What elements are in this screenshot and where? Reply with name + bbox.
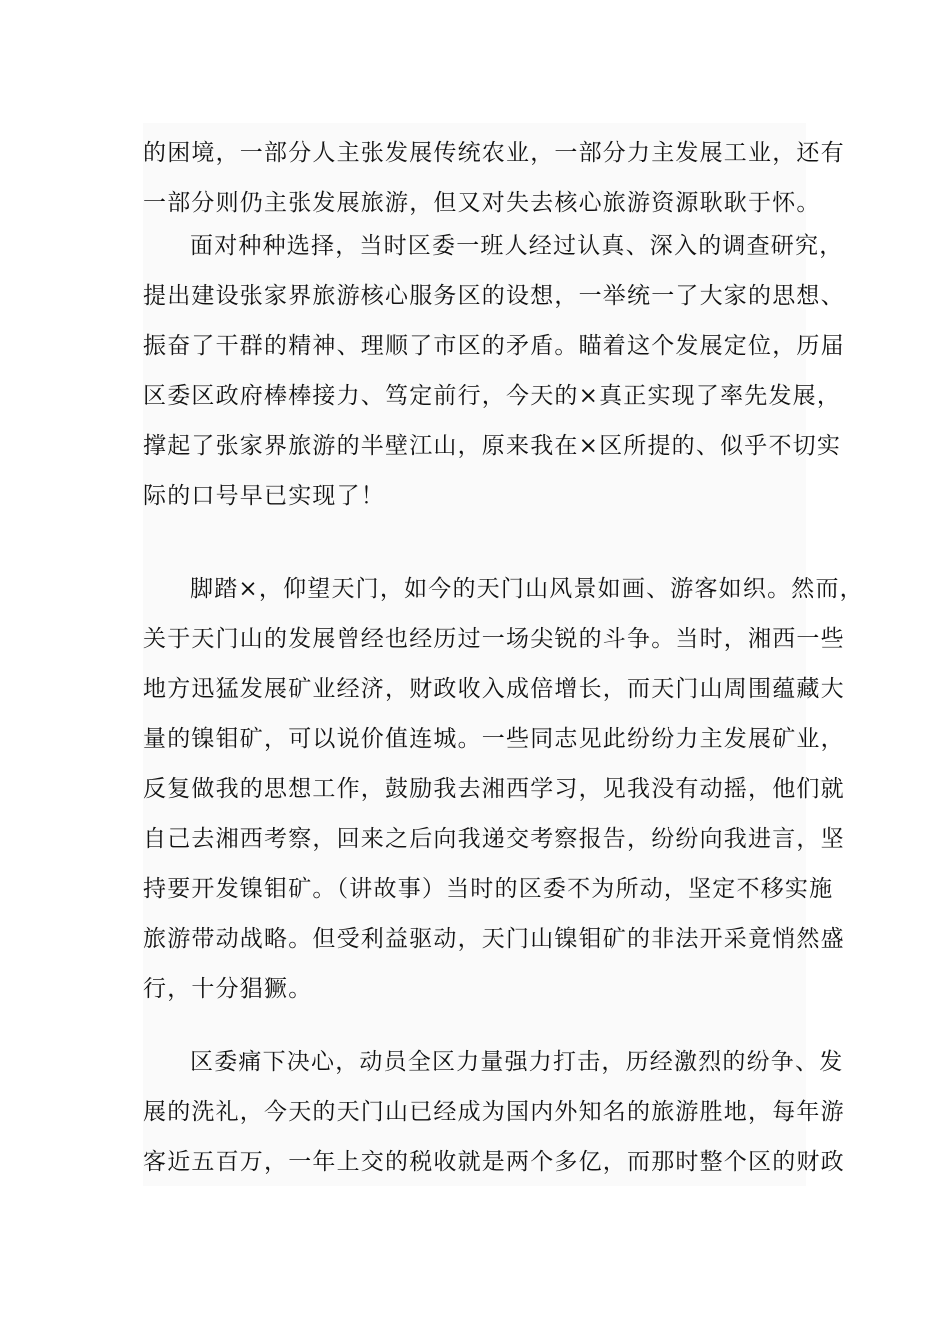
text-line: 区委痛下决心，动员全区力量强力打击，历经激烈的纷争、发: [190, 1049, 844, 1075]
text-line: 提出建设张家界旅游核心服务区的设想，一举统一了大家的思想、: [143, 283, 845, 309]
text-line: 振奋了干群的精神、理顺了市区的矛盾。瞄着这个发展定位，历届: [143, 333, 845, 359]
text-line: 地方迅猛发展矿业经济，财政收入成倍增长，而天门山周围蕴藏大: [143, 676, 845, 702]
text-line: 自己去湘西考察，回来之后向我递交考察报告，纷纷向我进言，坚: [143, 826, 845, 852]
text-line: 客近五百万，一年上交的税收就是两个多亿，而那时整个区的财政: [143, 1149, 845, 1175]
text-line: 行，十分猖獗。: [143, 976, 313, 1002]
text-line: 区委区政府棒棒接力、笃定前行，今天的×真正实现了率先发展，: [143, 383, 842, 409]
text-line: 际的口号早已实现了！: [143, 483, 385, 509]
text-line: 面对种种选择，当时区委一班人经过认真、深入的调查研究，: [190, 233, 844, 259]
text-line: 持要开发镍钼矿。（讲故事）当时的区委不为所动，坚定不移实施: [143, 876, 834, 902]
text-line: 关于天门山的发展曾经也经历过一场尖锐的斗争。当时，湘西一些: [143, 626, 845, 652]
text-line: 量的镍钼矿，可以说价值连城。一些同志见此纷纷力主发展矿业，: [143, 726, 845, 752]
text-line: 旅游带动战略。但受利益驱动，天门山镍钼矿的非法开采竟悄然盛: [143, 926, 845, 952]
text-line: 撑起了张家界旅游的半壁江山，原来我在×区所提的、似乎不切实: [143, 433, 842, 459]
document-body: [143, 123, 864, 1186]
text-line: 的困境，一部分人主张发展传统农业，一部分力主发展工业，还有: [143, 140, 845, 166]
text-line: 一部分则仍主张发展旅游，但又对失去核心旅游资源耿耿于怀。: [143, 190, 821, 216]
text-line: 脚踏×，仰望天门，如今的天门山风景如画、游客如织。然而，: [190, 576, 864, 602]
text-line: 展的洗礼，今天的天门山已经成为国内外知名的旅游胜地，每年游: [143, 1099, 845, 1125]
text-line: 反复做我的思想工作，鼓励我去湘西学习，见我没有动摇，他们就: [143, 776, 845, 802]
